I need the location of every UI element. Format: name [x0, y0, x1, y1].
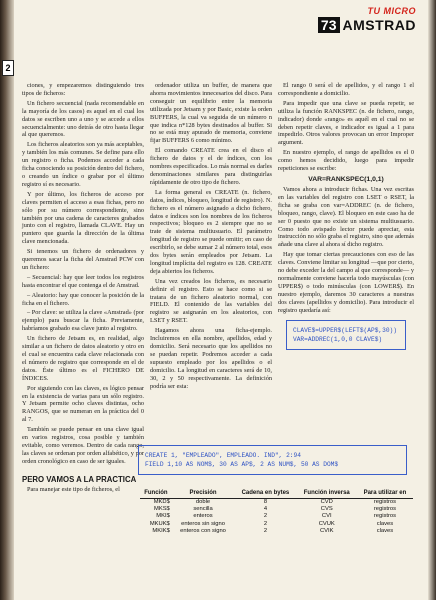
code-box-create: [138, 445, 407, 475]
paragraph: Y por último, los ficheros de acceso por claves permiten el acceso a esas fichas, pero no sólo por su número correspondiente, sino también por una cadena de caracteres grabados junto con el registro, llamada CLAVE. Hay un puntero que guarda la dirección de la última clave mencionada.: [22, 190, 144, 246]
paragraph: Los ficheros aleatorios son ya más aceptables, y también los más comunes. Se define para ello un registro o ficha. Podemos acceder a cada ficha conociendo su posición dentro del fichero, o creando un índice o grabar por el último registro sí es necesario.: [22, 141, 144, 188]
table-cell: CVUK: [318, 520, 335, 527]
table-cell: 4: [263, 506, 268, 513]
table-header: Función: [140, 488, 172, 499]
table-cell: MKS$: [154, 506, 170, 513]
table-cell: 2: [263, 527, 268, 534]
paragraph: El rango 0 será el de apellidos, y el rango 1 el correspondiente a domicilio.: [278, 82, 414, 97]
table-cell: CVI: [321, 513, 332, 520]
table-cell: registros: [373, 513, 397, 520]
masthead-brand: TU MICRO: [367, 6, 416, 16]
table-cell: enteros: [193, 513, 213, 520]
paragraph: ciones, y empezaremos distinguiendo tres tipos de ficheros:: [22, 82, 144, 97]
magazine-name: AMSTRAD: [342, 17, 416, 33]
table-cell: CVD: [320, 499, 333, 505]
paragraph: Para impedir que una clave se pueda repetir, se utiliza la función RANKSPEC (n. de fichero, rango, indicador) donde «rango» es aquél en el cual no se deben repetir claves, e indicador es igual a 1 para impedirlo. Otros valores provocan un error Improper argument.: [278, 99, 414, 147]
table-cell: MKD$: [153, 499, 170, 505]
page-number: 73: [318, 17, 340, 33]
paragraph: Para manejar este tipo de ficheros, el: [27, 485, 120, 493]
paragraph: La forma general es CREATE (n. fichero, datos, índices, bloqueo, longitud de registro). N. fichero es el número asignado a dicho fichero, datos e índices son los nombres de los ficheros respectivos; bloqueo es 2 siempre que no se trate de sistema multiusuario. El parámetro longitud de registro se puede omitir; en caso de escribirlo, se debe sumar 2 al número total, esos dos bytes serán empleados por Jetsam. La longitud implícita del registro es 128. CREATE deja abiertos los ficheros.: [150, 188, 272, 275]
code-line: FIELD 1,10 AS NOM$, 30 AS AP$, 2 AS NUM$, 50 AS DOM$: [145, 461, 339, 468]
table-row: [140, 528, 413, 535]
masthead: [318, 6, 416, 33]
code-line: CLAVE$=UPPER$(LEFT$(AP$,30)): [293, 327, 397, 335]
table-row: [140, 499, 413, 507]
section-heading: PERO VAMOS A LA PRACTICA: [22, 474, 137, 484]
column-1: [22, 82, 144, 496]
paragraph: Por siguiendo con las claves, es lógico pensar en la existencia de varias para un sólo registro. Y Jetsam permite ocho claves distintas, ocho RANGOS, que se numeran en la práctica del 0 al 7.: [22, 384, 144, 424]
table-cell: claves: [376, 520, 394, 527]
table-cell: MKUK$: [149, 520, 170, 527]
table-row: [140, 521, 413, 528]
table-cell: 8: [263, 499, 268, 505]
table-row: [140, 513, 413, 520]
masthead-row: [318, 17, 416, 33]
edge-mark: 2: [2, 60, 14, 76]
paragraph: – Aleatorio: hay que conocer la posición de la ficha en el fichero.: [22, 291, 144, 307]
paragraph: – Por clave: se utiliza la clave «Amstrad» (por ejemplo) para buscar la ficha. Previamente, habríamos grabado esa clave junto al registro.: [22, 309, 144, 333]
table-cell: MKIK$: [152, 527, 170, 534]
code-box-addrec: [286, 320, 406, 350]
table-cell: 2: [263, 513, 268, 520]
table-cell: MKI$: [156, 513, 170, 520]
table-cell: enteros sin signo: [181, 520, 225, 527]
table-cell: 2: [263, 520, 268, 527]
table-cell: CVS: [320, 506, 333, 513]
paragraph: En nuestro ejemplo, el rango de apellidos es el 0 como hemos decidido, luego para impedir repeticiones se escribe:: [278, 149, 414, 173]
table-cell: enteros con signo: [180, 527, 226, 534]
code-line: VAR=ADDREC(1,0,0 CLAVE$): [293, 336, 383, 344]
paragraph: ordenador utiliza un buffer, de manera que ahorra movimientos innecesarios del disco. Para conseguir un equilibrio entre la memoria utilizada por Jetsam y por Basic, existe la orden BUFFERS, la cual va seguida de un número n que indica n*128 bytes destinados al buffer. Si no se está muy apurado de memoria, conviene fijar BUFFERS 6 como mínimo.: [150, 82, 272, 145]
table-cell: registros: [373, 499, 397, 505]
column-2: [150, 82, 272, 392]
function-table: [140, 488, 413, 535]
paragraph: – Secuencial: hay que leer todos los registros hasta encontrar el que contenga el de Amstrad.: [22, 273, 144, 289]
table-header: Precisión: [172, 488, 234, 499]
table-header: Cadena en bytes: [234, 488, 296, 499]
paragraph: Hay que tomar ciertas precauciones con eso de las claves. Conviene limitar su longitud —que por cierto, no debe exceder la del campo al que corresponde— y normalmente conviene hacerla todo mayúsculas (con UPPER$) o todo minúsculas (con LOWER$). En nuestro ejemplo, daremos 30 caracteres a nuestras dos claves (apellidos y domicilio). Para introducir el registro quedaría así:: [278, 251, 414, 314]
paragraph: Vamos ahora a introducir fichas. Una vez escritas en las variables del registro con LSET o RSET, la ficha se graba con var=ADDREC (n. de fichero, bloqueo, rango, clave). El bloqueo en este caso ha de ser 0 puesto que no existe un sistema multiusuario. Como todo avispado lector puede apreciar, esta instrucción no sólo graba el registro, sino que además añade una clave al ahora sí dicho registro.: [278, 185, 414, 249]
table-cell: CVIK: [319, 527, 334, 534]
code-line: CREATE 1, "EMPLEADO", EMPLEADO. IND", 2:94: [145, 452, 301, 459]
page-edge-shadow: [428, 0, 436, 600]
paragraph: Si tenemos un fichero de ordenadores y queremos sacar la ficha del Amstrad PCW con un fichero:: [22, 248, 144, 271]
paragraph: Un fichero secuencial (nada recomendable en la mayoría de los casos) es aquel en el cual los datos se escriben uno a uno y se accede a ellos secuencialmente: uno detrás de otro hasta llegar al que queremos.: [22, 99, 144, 139]
paragraph: El comando CREATE crea en el disco el fichero de datos y el de índices, con los nombres especificados. Lo más normal es darles denominaciones similares para distinguirlas rápidamente de otro tipo de fichero.: [150, 147, 272, 186]
paragraph: Una vez creados los ficheros, es necesario definir el registro. Esto se hace como si se tratara de un fichero aleatorio normal, con FIELD. El contenido de las variables del registro se asignarán en los aleatorios, con LSET y RSET.: [150, 277, 272, 325]
table-header: Para utilizar en: [357, 488, 413, 499]
table-cell: doble: [195, 499, 211, 505]
table-header: Función inversa: [297, 488, 357, 499]
table-cell: claves: [376, 527, 394, 534]
paragraph: Un fichero de Jetsam es, en realidad, algo similar a un fichero de datos aleatorio y otro en el cual se encuentra cada clave relacionada con el número de registro que corresponde en el de datos. Éste último es el FICHERO DE ÍNDICES.: [22, 335, 144, 382]
table-header-row: [140, 488, 413, 499]
table-row: [140, 506, 413, 513]
paragraph: También se puede pensar en una clave igual en varios registros, cosa posible y también evitable, como veremos. Dentro de cada rango, las claves se ordenan por orden alfabético, y por orden cronológico en caso de ser iguales.: [22, 426, 144, 465]
rankspec-formula: VAR=RANKSPEC(1,0,1): [308, 175, 384, 183]
table-cell: sencilla: [193, 506, 213, 513]
binding-shadow: [0, 0, 14, 600]
column-3: [278, 82, 414, 356]
table-cell: registros: [373, 506, 397, 513]
paragraph: Hagamos ahora una ficha-ejemplo. Incluiremos en ella nombre, apellidos, edad y domicilio. Será necesario que los apellidos no se puedan repetir. Podremos acceder a cada supuesto empleado por los apellidos o el domicilio. La longitud en caracteres será de 10, 30, 2 y 50 respectivamente. La definición podría ser esta:: [150, 327, 272, 390]
